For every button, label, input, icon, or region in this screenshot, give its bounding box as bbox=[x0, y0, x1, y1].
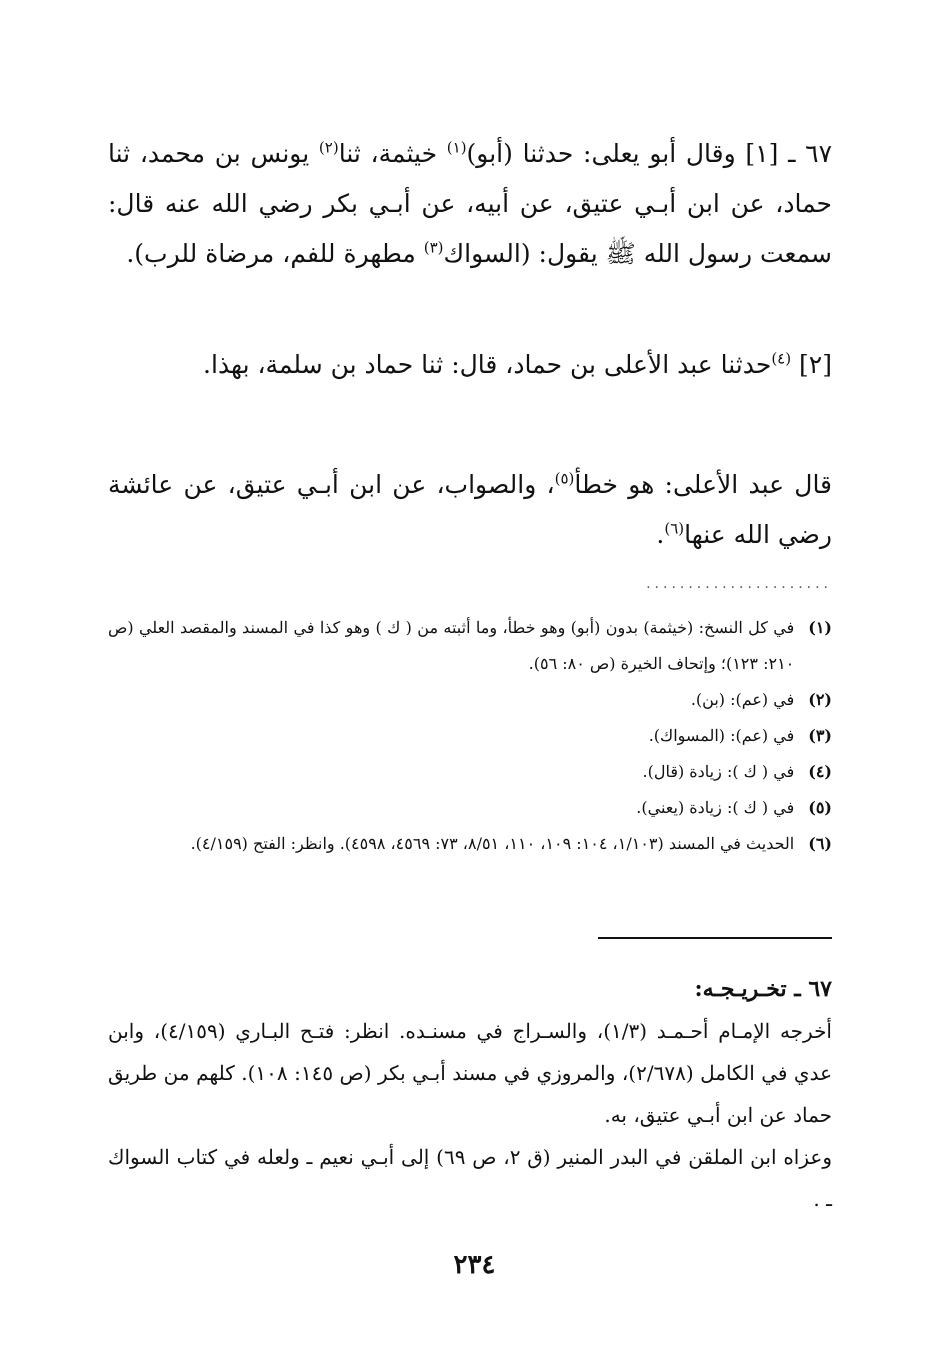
footnote-text: في ( ك ): زيادة (يعني). bbox=[636, 798, 795, 817]
footnote-ref-6[interactable]: (٦) bbox=[664, 519, 685, 538]
comment-segment: ، والصواب، عن ابن أبـي عتيق، عن عائشة رضي الله عنها bbox=[108, 470, 832, 549]
takhrij-paragraph: وعزاه ابن الملقن في البدر المنير (ق ٢، ص ٦٩) إلى أبـي نعيم ـ ولعله في كتاب السواك ـ . bbox=[108, 1145, 832, 1211]
comment-segment: قال عبد الأعلى: هو خطأ bbox=[574, 470, 833, 499]
hadith-segment: خيثمة، ثنا bbox=[338, 139, 447, 168]
footnote-number: (٣) bbox=[808, 726, 832, 745]
hadith-segment: مطهرة للفم، مرضاة للرب). bbox=[126, 239, 424, 268]
footnote-item bbox=[108, 790, 832, 826]
takhrij-paragraph: أخرجه الإمـام أحـمـد (١/٣)، والسـراج في مسنـده. انظر: فتـح البـاري (٤/١٥٩)، وابن عدي في الكامل (٢/٦٧٨)، والمروزي في مسند أبـي بكر (ص ١٤٥: ١٠٨). كلهم من طريق حماد عن ابن أبـي عتيق، به. bbox=[108, 1019, 833, 1127]
footnote-number: (٦) bbox=[808, 834, 832, 853]
footnote-number: (٢) bbox=[808, 690, 832, 709]
footnote-text: في كل النسخ: (خيثمة) بدون (أبو) وهو خطأ، وما أثبته من ( ك ) وهو كذا في المسند والمقصد العلي (ص ٢١٠: ١٢٣)؛ وإتحاف الخيرة (ص ٨٠: ٥٦). bbox=[108, 618, 795, 673]
footnote-ref-4[interactable]: (٤) bbox=[771, 349, 792, 368]
footnote-ref-2[interactable]: (٢) bbox=[318, 138, 339, 157]
page-number: ٢٣٤ bbox=[453, 1250, 496, 1280]
footnote-ref-5[interactable]: (٥) bbox=[554, 469, 575, 488]
abd-al-ala-comment bbox=[108, 460, 832, 560]
footnote-number: (٥) bbox=[808, 798, 832, 817]
footnote-text: في ( ك ): زيادة (قال). bbox=[642, 762, 795, 781]
takhrij-heading: ٦٧ ـ تخـريـجـه: bbox=[694, 976, 832, 1002]
hadith-segment: ٦٧ ـ [١] وقال أبو يعلى: حدثنا (أبو) bbox=[466, 139, 833, 168]
footnote-item bbox=[108, 754, 832, 790]
comment-paragraph bbox=[108, 460, 832, 560]
chain-segment: حدثنا عبد الأعلى بن حماد، قال: ثنا حماد بن سلمة، بهذا. bbox=[203, 350, 772, 379]
second-chain-text bbox=[108, 340, 832, 390]
footnote-ref-1[interactable]: (١) bbox=[446, 138, 467, 157]
section-divider bbox=[598, 937, 832, 939]
footnote-separator: ...................... bbox=[646, 576, 832, 592]
takhrij-section bbox=[108, 968, 832, 1220]
footnote-text: في (عم): (المسواك). bbox=[648, 726, 795, 745]
footnote-number: (٤) bbox=[808, 762, 832, 781]
chain-number: [٢] bbox=[791, 350, 832, 379]
footnote-text: في (عم): (بن). bbox=[690, 690, 795, 709]
chain-paragraph bbox=[108, 340, 832, 390]
footnote-item bbox=[108, 826, 832, 862]
comment-segment: . bbox=[656, 520, 665, 549]
footnote-number: (١) bbox=[808, 618, 832, 637]
footnote-item bbox=[108, 610, 832, 682]
footnote-item bbox=[108, 682, 832, 718]
footnote-ref-3[interactable]: (٣) bbox=[423, 238, 444, 257]
hadith-paragraph bbox=[108, 129, 832, 279]
footnote-item bbox=[108, 718, 832, 754]
footnote-text: الحديث في المسند (١/١٠٣، ١٠٤: ١٠٩، ١١٠، ٨/٥١، ٧٣: ٤٥٦٩، ٤٥٩٨). وانظر: الفتح (٤/١٥٩). bbox=[190, 834, 795, 853]
hadith-67-text bbox=[108, 129, 832, 279]
hadith-segment: يونس بن محمد، ثنا حماد، عن ابن أبـي عتيق، عن أبيه، عن أبـي بكر رضي الله عنه قال: سمعت رسول الله ﷺ يقول: (السواك bbox=[108, 139, 832, 268]
footnotes-list bbox=[108, 610, 832, 862]
